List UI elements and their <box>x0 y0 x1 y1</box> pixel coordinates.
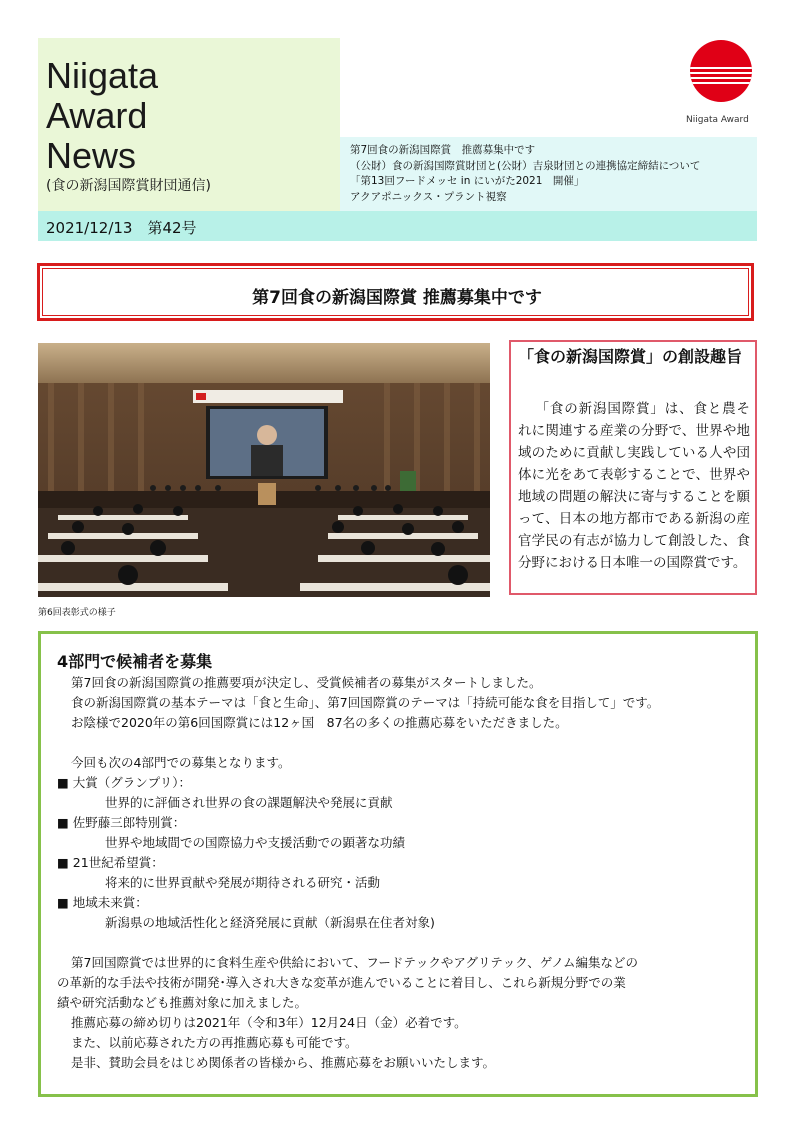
ceremony-hall-illustration <box>38 343 490 597</box>
issue-date-number: 2021/12/13 第42号 <box>46 219 197 237</box>
newsletter-subtitle: (食の新潟国際賞財団通信) <box>46 178 211 194</box>
title-line: News <box>46 135 137 176</box>
table-of-contents <box>350 143 700 205</box>
headline: 第7回食の新潟国際賞 推薦募集中です <box>252 288 542 308</box>
paragraph-line: 是非、賛助会員をはじめ関係者の皆様から、推薦応募をお願いいたします。 <box>71 1055 496 1070</box>
newsletter-title <box>46 56 158 176</box>
paragraph-line: の革新的な手法や技術が開発･導入され大きな変革が進んでいることに着目し、これら新規分野での業 <box>57 975 626 990</box>
paragraph-line: お陰様で2020年の第6回国際賞には12ヶ国 87名の多くの推薦応募をいただきました。 <box>71 715 568 730</box>
paragraph-line: 今回も次の4部門での募集となります。 <box>71 755 291 770</box>
category-desc: 新潟県の地域活性化と経済発展に貢献（新潟県在住者対象) <box>105 915 435 930</box>
paragraph-line: 第7回国際賞では世界的に食料生産や供給において、フードテックやアグリテック、ゲノム編集などの <box>71 955 638 970</box>
award-ceremony-photo <box>38 343 490 597</box>
category-name: ■ 大賞（グランプリ）： <box>57 775 192 790</box>
paragraph-line: 食の新潟国際賞の基本テーマは「食と生命」、第7回国際賞のテーマは「持続可能な食を目指して」です。 <box>71 695 660 710</box>
paragraph-line: また、以前応募された方の再推薦応募も可能です。 <box>71 1035 358 1050</box>
recruitment-body <box>57 673 747 1073</box>
toc-item[interactable]: アクアポニックス・プラント視察 <box>350 190 507 203</box>
toc-item[interactable]: 「第13回フードメッセ in にいがた2021 開催」 <box>350 175 585 187</box>
title-line: Niigata <box>46 55 159 96</box>
niigata-award-logo-icon <box>690 40 752 102</box>
photo-caption: 第6回表彰式の様子 <box>38 608 116 618</box>
paragraph-line: 推薦応募の締め切りは2021年（令和3年）12月24日（金）必着です。 <box>71 1015 467 1030</box>
logo-text: Niigata Award <box>686 115 749 125</box>
paragraph-line: 第7回食の新潟国際賞の推薦要項が決定し、受賞候補者の募集がスタートしました。 <box>71 675 542 690</box>
category-desc: 世界や地域間での国際協力や支援活動での顕著な功績 <box>105 835 406 850</box>
founding-purpose-title: 「食の新潟国際賞」の創設趣旨 <box>518 347 743 366</box>
category-desc: 世界的に評価され世界の食の課題解決や発展に貢献 <box>105 795 393 810</box>
toc-item[interactable]: （公財）食の新潟国際賞財団と(公財）吉泉財団との連携協定締結について <box>350 159 701 172</box>
founding-purpose-body: 「食の新潟国際賞」は、食と農それに関連する産業の分野で、世界や地域のために貢献し実践している人や団体に光をあて表彰することで、世界や地域の問題の解決に寄与することを願って、日本の地方都市である新潟の産官学民の有志が協力して創設した、食分野における日本唯一の国際賞です。 <box>518 401 750 571</box>
category-name: ■ 佐野藤三郎特別賞： <box>57 815 186 830</box>
toc-item[interactable]: 第7回食の新潟国際賞 推薦募集中です <box>350 144 536 156</box>
category-desc: 将来的に世界貢献や発展が期待される研究・活動 <box>105 875 381 890</box>
category-name: ■ 地域未来賞： <box>57 895 148 910</box>
category-name: ■ 21世紀希望賞： <box>57 855 164 870</box>
title-line: Award <box>46 95 148 136</box>
recruitment-title: 4部門で候補者を募集 <box>57 652 213 671</box>
paragraph-line: 績や研究活動なども推薦対象に加えました。 <box>57 995 308 1010</box>
